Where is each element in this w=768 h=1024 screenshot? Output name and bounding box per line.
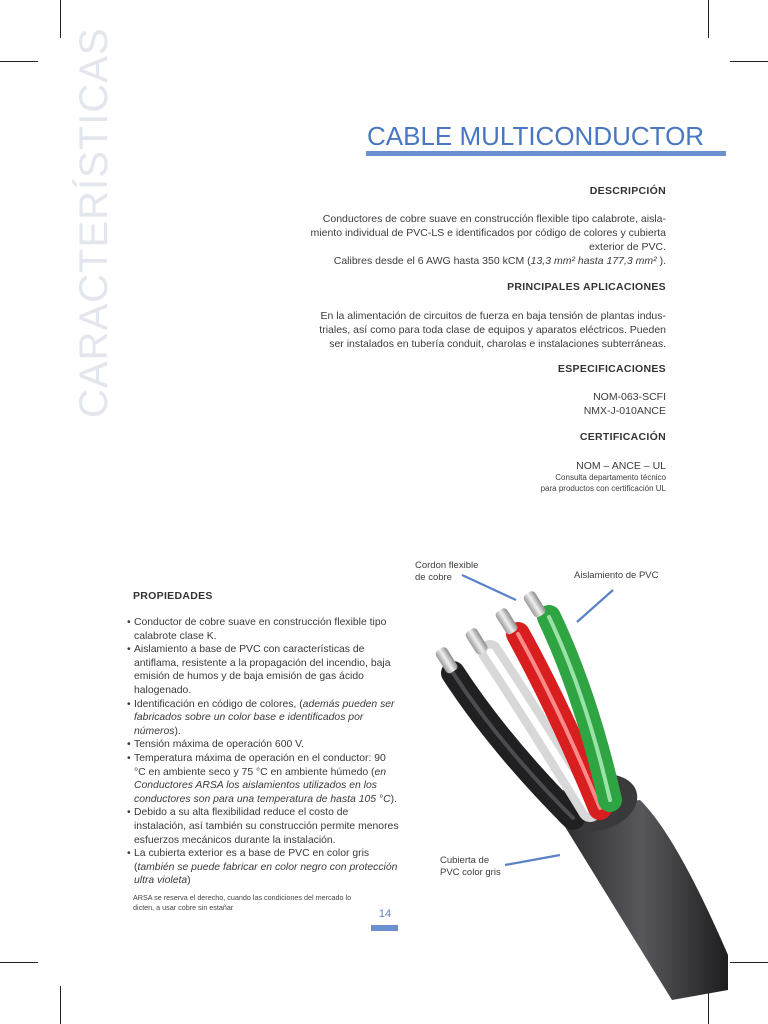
list-item xyxy=(127,616,399,643)
spec-item: NMX-J-010ANCE xyxy=(583,405,666,417)
certificacion-heading: CERTIFICACIÓN xyxy=(579,431,666,443)
item-text: Aislamiento a base de PVC con características de antiflama, resistente a la propagación del incendio, baja emisión de humos y de baja emisión de gas ácido halogenado. xyxy=(134,644,391,696)
list-item xyxy=(127,847,399,888)
label-line: Cordon flexible xyxy=(415,560,479,571)
item-text: Temperatura máxima de operación en el conductor: 90 °C en ambiente seco y 75 °C en ambiente húmedo ( xyxy=(134,752,386,778)
item-italic: además pueden ser fabricados sobre un color base e identificados por números xyxy=(134,698,395,737)
item-text: Identificación en código de colores, ( xyxy=(134,698,303,710)
item-text: ). xyxy=(174,725,181,737)
label-cordon-flexible xyxy=(415,560,478,584)
calibres-pre: Calibres desde el 6 AWG hasta 350 kCM ( xyxy=(333,255,531,267)
text-line: En la alimentación de circuitos de fuerza en baja tensión de plantas indus- xyxy=(320,310,666,322)
spec-item: NOM-063-SCFI xyxy=(593,391,666,403)
side-section-title: CARACTERÍSTICAS xyxy=(72,27,116,418)
text-line: miento individual de PVC-LS e identificados por código de colores y cubierta xyxy=(310,227,666,239)
aplicaciones-heading: PRINCIPALES APLICACIONES xyxy=(507,281,666,293)
label-aislamiento-pvc: Aislamiento de PVC xyxy=(574,570,659,581)
item-italic: también se puede fabricar en color negro con protección ultra violeta xyxy=(134,861,398,887)
list-item xyxy=(127,752,399,806)
propiedades-heading: PROPIEDADES xyxy=(133,590,213,602)
label-line: de cobre xyxy=(415,572,452,583)
item-text: La cubierta exterior es a base de PVC en color gris ( xyxy=(134,848,370,873)
descripcion-heading: DESCRIPCIÓN xyxy=(589,185,666,197)
item-text: Conductor de cobre suave en construcción flexible tipo calabrote clase K. xyxy=(134,617,387,642)
item-text: Debido a su alta flexibilidad reduce el costo de instalación, así también su construcción permite menores esfuerzos mecánicos durante la instalación. xyxy=(134,807,399,846)
page-number-bar xyxy=(371,925,398,931)
text-line: Conductores de cobre suave en construcción flexible tipo calabrote, aisla- xyxy=(322,213,666,225)
label-line: PVC color gris xyxy=(440,867,501,878)
calibres-range: 13,3 mm² hasta 177,3 mm² xyxy=(530,255,657,267)
item-text: ) xyxy=(187,875,191,887)
pointer-line-aislamiento xyxy=(577,590,613,622)
list-item xyxy=(127,738,399,752)
certificacion-value: NOM – ANCE – UL xyxy=(576,460,666,472)
label-line: Cubierta de xyxy=(440,855,490,866)
list-item xyxy=(127,698,399,739)
list-item xyxy=(127,643,399,697)
calibres-post: ). xyxy=(656,255,666,267)
note-line: para productos con certificación UL xyxy=(540,484,666,493)
page-number: 14 xyxy=(378,908,392,920)
text-line: ser instalados en tubería conduit, charolas e instalaciones subterráneas. xyxy=(329,338,666,350)
note-line: Consulta departamento técnico xyxy=(555,473,666,482)
label-cubierta-pvc xyxy=(440,855,501,879)
footnote: ARSA se reserva el derecho, cuando las condiciones del mercado lo dicten, a usar cobre sin estañar xyxy=(133,893,352,912)
text-line: exterior de PVC. xyxy=(588,241,666,253)
page-title: CABLE MULTICONDUCTOR xyxy=(367,121,705,151)
text-line: triales, así como para toda clase de equipos y aparatos eléctricos. Pueden xyxy=(319,324,666,336)
item-text: Tensión máxima de operación 600 V. xyxy=(134,739,305,751)
pointer-line-cubierta xyxy=(505,855,560,865)
propiedades-list xyxy=(127,616,399,888)
especificaciones-heading: ESPECIFICACIONES xyxy=(557,363,666,375)
list-item xyxy=(127,806,399,847)
item-text: ). xyxy=(390,793,397,805)
item-italic: en Conductores ARSA los aislamientos utilizados en los conductores son para una temperatura de hasta 105 °C xyxy=(134,766,391,805)
